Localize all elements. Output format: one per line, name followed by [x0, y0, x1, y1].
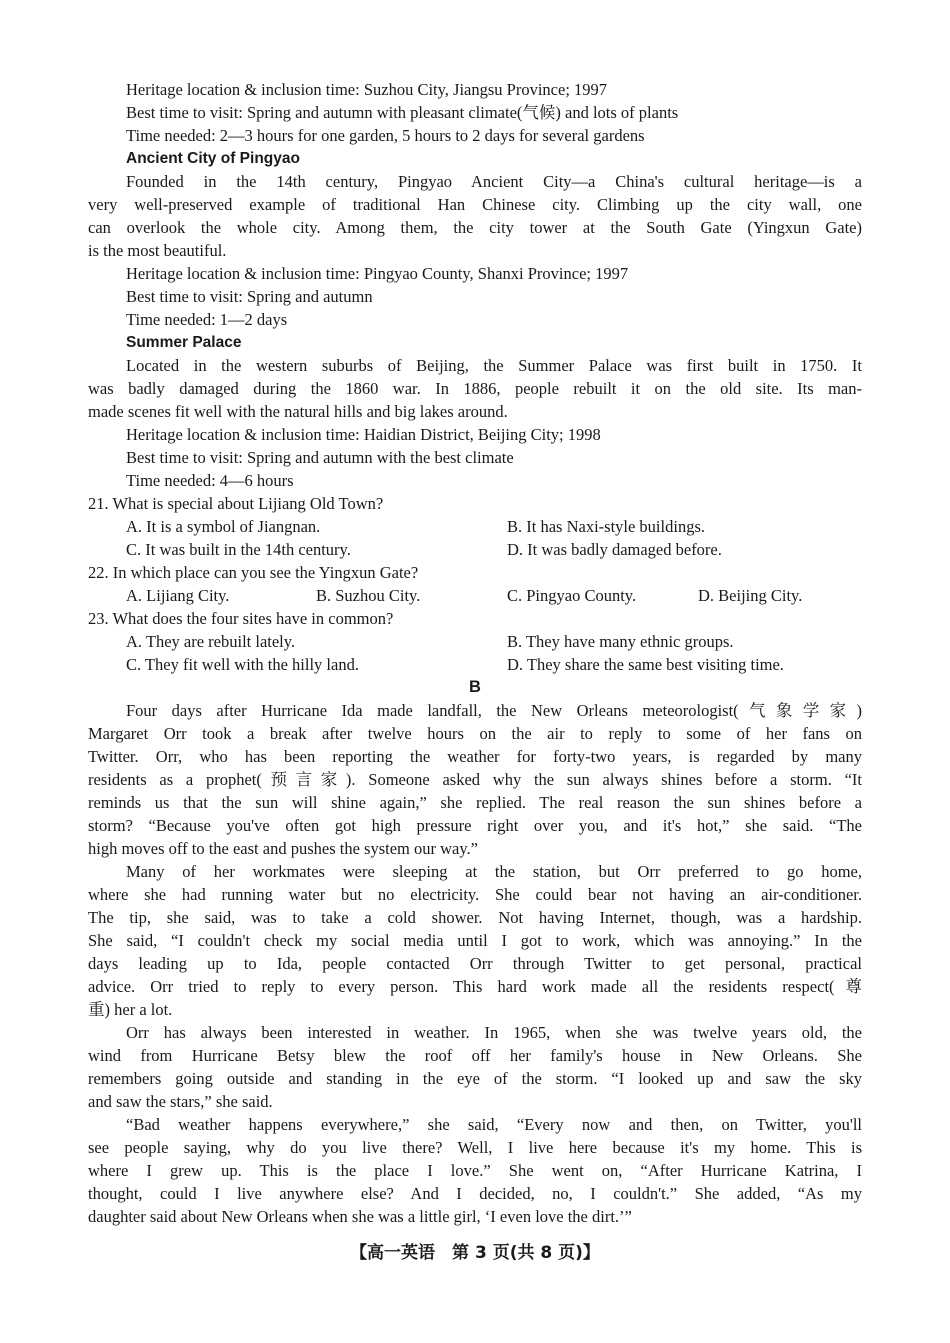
question-23-option-d: D. They share the same best visiting time. — [507, 655, 784, 674]
question-22-option-b: B. Suzhou City. — [316, 586, 421, 605]
passage-b-line: reminds us that the sun will shine again,” she replied. The real reason the sun shines before a — [88, 793, 862, 812]
passage-b-line: wind from Hurricane Betsy blew the roof off her family's house in New Orleans. She — [88, 1046, 862, 1065]
passage-b-line: residents as a prophet(预言家). Someone asked why the sun always shines before a storm. “It — [88, 770, 862, 789]
page-footer: 【高一英语 第 3 页(共 8 页)】 — [350, 1243, 600, 1263]
passage-b-line: where she had running water but no electricity. She could bear not having an air-conditioner. — [88, 885, 862, 904]
passage-b-line: see people saying, why do you live there? Well, I live here because it's my home. This is — [88, 1138, 862, 1157]
section-b-label: B — [469, 678, 481, 696]
passage-b-line: where I grew up. This is the place I love.” She went on, “After Hurricane Katrina, I — [88, 1161, 862, 1180]
question-23-option-a: A. They are rebuilt lately. — [126, 632, 296, 651]
question-21-option-d: D. It was badly damaged before. — [507, 540, 722, 559]
question-22-option-d: D. Beijing City. — [698, 586, 803, 605]
passage-b-line: Twitter. Orr, who has been reporting the weather for forty-two years, is regarded by many — [88, 747, 862, 766]
summer-time-needed: Time needed: 4—6 hours — [126, 471, 294, 490]
summer-text-line: made scenes fit well with the natural hills and big lakes around. — [88, 402, 508, 421]
question-22-option-c: C. Pingyao County. — [507, 586, 637, 605]
suzhou-best-time: Best time to visit: Spring and autumn with pleasant climate(气候) and lots of plants — [126, 103, 679, 122]
passage-b-line: Many of her workmates were sleeping at the station, but Orr preferred to go home, — [126, 862, 862, 881]
passage-b-line: 重) her a lot. — [88, 1000, 173, 1019]
pingyao-text-line: can overlook the whole city. Among them, the city tower at the South Gate (Yingxun Gate) — [88, 218, 862, 237]
suzhou-time-needed: Time needed: 2—3 hours for one garden, 5 hours to 2 days for several gardens — [126, 126, 645, 145]
summer-best-time: Best time to visit: Spring and autumn with the best climate — [126, 448, 514, 467]
passage-b-line: and saw the stars,” she said. — [88, 1092, 273, 1111]
suzhou-location: Heritage location & inclusion time: Suzhou City, Jiangsu Province; 1997 — [126, 80, 608, 99]
question-21-option-c: C. It was built in the 14th century. — [126, 540, 351, 559]
summer-text-line: was badly damaged during the 1860 war. In 1886, people rebuilt it on the old site. Its man- — [88, 379, 862, 398]
document-page — [88, 78, 862, 1228]
passage-b-line: Margaret Orr took a break after twelve hours on the air to reply to some of her fans on — [88, 724, 862, 743]
summer-text-line: Located in the western suburbs of Beijing, the Summer Palace was first built in 1750. It — [126, 356, 862, 375]
passage-b-line: thought, could I live anywhere else? And I decided, no, I couldn't.” She added, “As my — [88, 1184, 862, 1203]
passage-b-line: “Bad weather happens everywhere,” she said, “Every now and then, on Twitter, you'll — [126, 1115, 862, 1134]
passage-b-line: Four days after Hurricane Ida made landfall, the New Orleans meteorologist(气象学家) — [126, 701, 862, 720]
summer-palace-heading: Summer Palace — [126, 334, 242, 351]
pingyao-text-line: Founded in the 14th century, Pingyao Ancient City—a China's cultural heritage—is a — [126, 172, 862, 191]
passage-b-line: remembers going outside and standing in the eye of the storm. “I looked up and saw the sky — [88, 1069, 862, 1088]
passage-b-line: daughter said about New Orleans when she was a little girl, ‘I even love the dirt.’” — [88, 1207, 632, 1226]
question-23-option-c: C. They fit well with the hilly land. — [126, 655, 359, 674]
question-22-options-row — [88, 584, 862, 607]
passage-b-line: storm? “Because you've often got high pressure right over you, and it's hot,” she said. “The — [88, 816, 862, 835]
question-23-stem: 23. What does the four sites have in common? — [88, 609, 394, 628]
passage-b-line: advice. Orr tried to reply to every person. This hard work made all the residents respect(尊 — [88, 977, 862, 996]
passage-b-line: high moves off to the east and pushes the system our way.” — [88, 839, 478, 858]
pingyao-text-line: very well-preserved example of traditional Han Chinese city. Climbing up the city wall, one — [88, 195, 862, 214]
pingyao-best-time: Best time to visit: Spring and autumn — [126, 287, 373, 306]
question-21-options-row-1 — [88, 515, 862, 538]
passage-b-line: She said, “I couldn't check my social media until I got to work, which was annoying.” In the — [88, 931, 862, 950]
question-23-option-b: B. They have many ethnic groups. — [507, 632, 734, 651]
question-22-stem: 22. In which place can you see the Yingxun Gate? — [88, 563, 419, 582]
summer-location: Heritage location & inclusion time: Haidian District, Beijing City; 1998 — [126, 425, 601, 444]
passage-b-line: days leading up to Ida, people contacted Orr through Twitter to get personal, practical — [88, 954, 862, 973]
pingyao-text-line: is the most beautiful. — [88, 241, 227, 260]
question-21-stem: 21. What is special about Lijiang Old Town? — [88, 494, 384, 513]
question-22-option-a: A. Lijiang City. — [126, 586, 230, 605]
question-21-option-b: B. It has Naxi-style buildings. — [507, 517, 705, 536]
question-23-options-row-2 — [88, 653, 862, 676]
pingyao-time-needed: Time needed: 1—2 days — [126, 310, 288, 329]
pingyao-location: Heritage location & inclusion time: Pingyao County, Shanxi Province; 1997 — [126, 264, 629, 283]
question-21-option-a: A. It is a symbol of Jiangnan. — [126, 517, 321, 536]
question-23-options-row-1 — [88, 630, 862, 653]
passage-b-line: Orr has always been interested in weather. In 1965, when she was twelve years old, the — [126, 1023, 862, 1042]
pingyao-heading: Ancient City of Pingyao — [126, 150, 300, 167]
question-21-options-row-2 — [88, 538, 862, 561]
passage-b-line: The tip, she said, was to take a cold shower. Not having Internet, though, was a hardship. — [88, 908, 862, 927]
